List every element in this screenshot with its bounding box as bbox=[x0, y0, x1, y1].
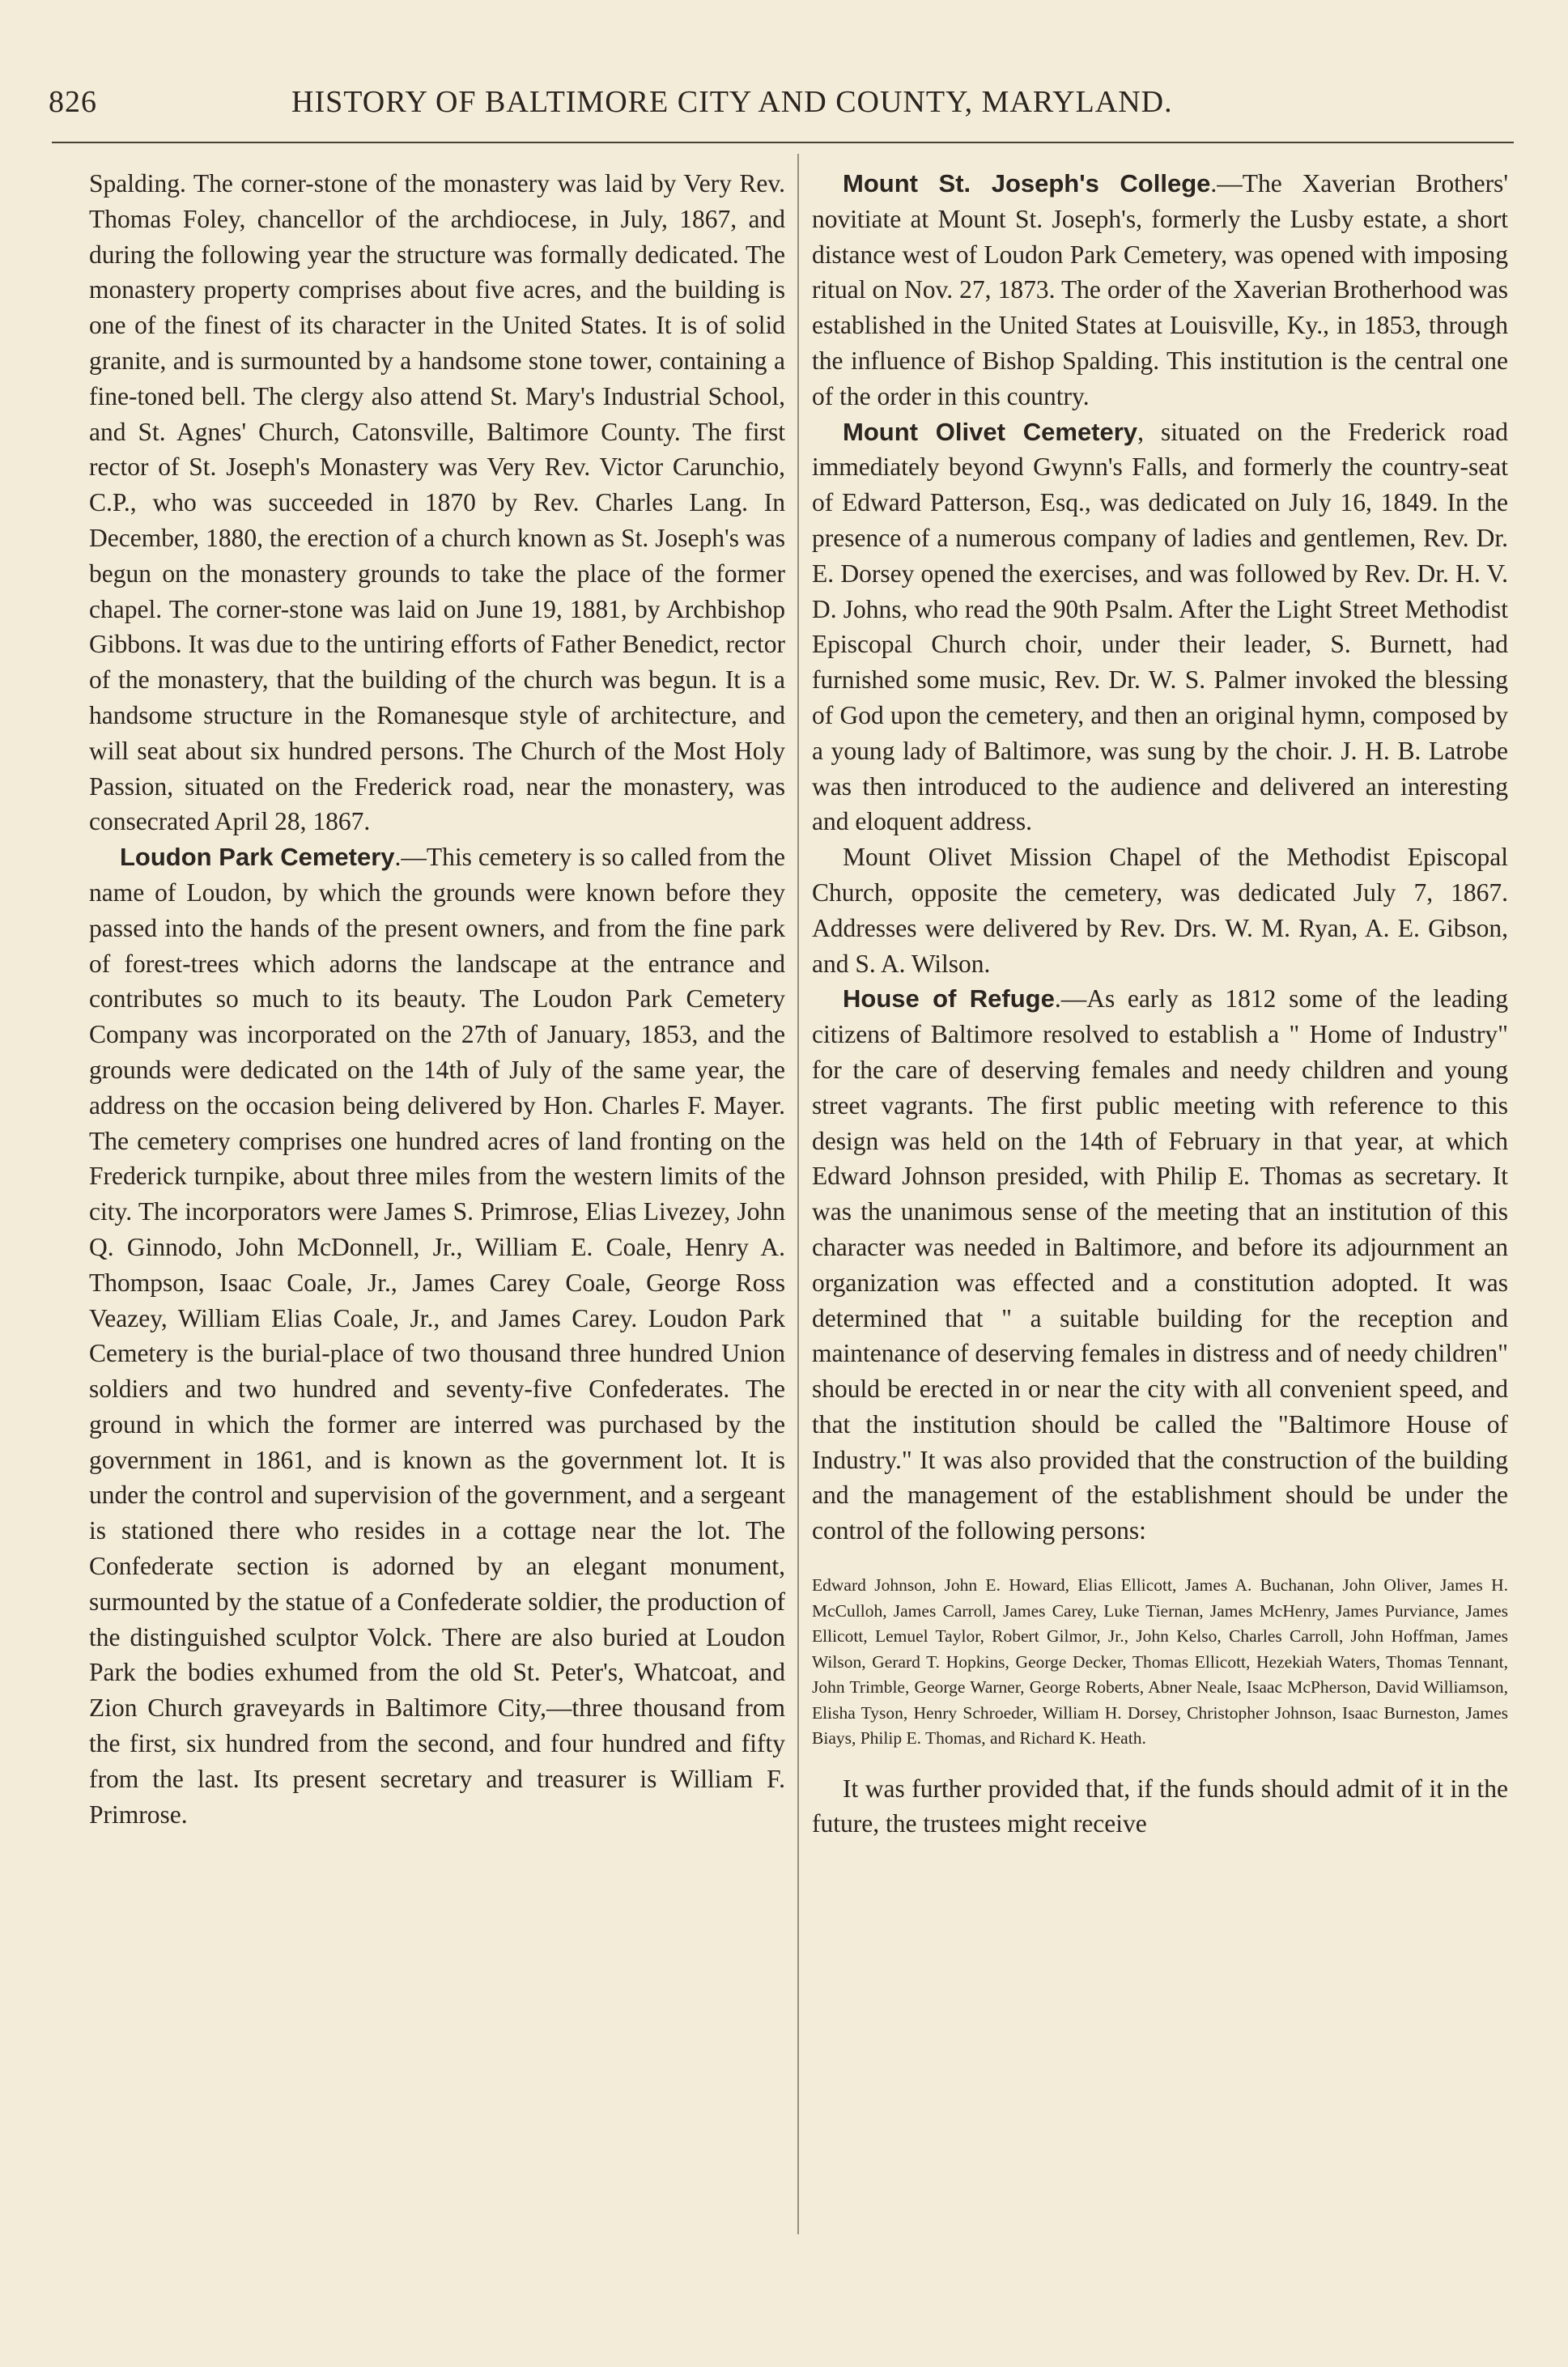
paragraph-st-joseph-monastery: Spalding. The corner-stone of the monastery was laid by Very Rev. Thomas Foley, chancellor of the archdiocese, in July, 1867, and during the following year the structure was formally dedicated. The monastery property comprises about five acres, and the building is one of the finest of its character in the United States. It is of solid granite, and is surmounted by a handsome stone tower, containing a fine-toned bell. The clergy also attend St. Mary's Industrial School, and St. Agnes' Church, Catonsville, Baltimore County. The first rector of St. Joseph's Monastery was Very Rev. Victor Carunchio, C.P., who was succeeded in 1870 by Rev. Charles Lang. In December, 1880, the erection of a church known as St. Joseph's was begun on the monastery grounds to take the place of the former chapel. The corner-stone was laid on June 19, 1881, by Archbishop Gibbons. It was due to the untiring efforts of Father Benedict, rector of the monastery, that the building of the church was begun. It is a handsome structure in the Romanesque style of architecture, and will seat about six hundred persons. The Church of the Most Holy Passion, situated on the Frederick road, near the monastery, was consecrated April 28, 1867. bbox=[89, 169, 785, 836]
trustee-names-list bbox=[812, 1573, 1508, 1752]
header-rule bbox=[52, 142, 1514, 143]
paragraph-text: .—This cemetery is so called from the name of Loudon, by which the grounds were known before they passed into the hands of the present owners, and from the fine park of forest-trees which adorns the landscape at the entrance and contributes so much to its beauty. The Loudon Park Cemetery Company was incorporated on the 27th of January, 1853, and the grounds were dedicated on the 14th of July of the same year, the address on the occasion being delivered by Hon. Charles F. Mayer. The cemetery comprises one hundred acres of land fronting on the Frederick turnpike, about three miles from the western limits of the city. The incorporators were James S. Primrose, Elias Livezey, John Q. Ginnodo, John McDonnell, Jr., William E. Coale, Henry A. Thompson, Isaac Coale, Jr., James Carey Coale, George Ross Veazey, William Elias Coale, Jr., and James Carey. Loudon Park Cemetery is the burial-place of two thousand three hundred Union soldiers and two hundred and seventy-five Confederates. The ground in which the former are interred was purchased by the government in 1861, and is known as the government lot. It is under the control and supervision of the government, and a sergeant is stationed there who resides in a cottage near the lot. The Confederate section is adorned by an elegant monument, surmounted by the statue of a Confederate soldier, the production of the distinguished sculptor Volck. There are also buried at Loudon Park the bodies exhumed from the old St. Peter's, Whatcoat, and Zion Church graveyards in Baltimore City,—three thousand from the first, six hundred from the second, and four hundred and fifty from the last. Its present secretary and treasurer is William F. Primrose. bbox=[89, 843, 785, 1829]
section-heading-house-of-refuge: House of Refuge bbox=[843, 984, 1055, 1014]
paragraph-text: , situated on the Frederick road immediately beyond Gwynn's Falls, and formerly the country-seat of Edward Patterson, Esq., was dedicated on July 16, 1849. In the presence of a numerous company of ladies and gentlemen, Rev. Dr. E. Dorsey opened the exercises, and was followed by Rev. Dr. H. V. D. Johns, who read the 90th Psalm. After the Light Street Methodist Episcopal Church choir, under their leader, S. Burnett, had furnished some music, Rev. Dr. W. S. Palmer invoked the blessing of God upon the cemetery, and then an original hymn, composed by a young lady of Baltimore, was sung by the choir. J. H. B. Latrobe was then introduced to the audience and delivered an interesting and eloquent address. bbox=[812, 417, 1509, 836]
paragraph-mission-chapel: Mount Olivet Mission Chapel of the Methodist Episcopal Church, opposite the cemetery, was dedicated July 7, 1867. Addresses were delivered by Rev. Drs. W. M. Ryan, A. E. Gibson, and S. A. Wilson. bbox=[812, 843, 1508, 978]
section-heading-mount-st-josephs: Mount St. Joseph's College bbox=[843, 169, 1211, 198]
left-column bbox=[89, 166, 785, 1832]
paragraph-loudon-park bbox=[89, 839, 785, 1832]
paragraph-further-provided: It was further provided that, if the funds should admit of it in the future, the trustees might receive bbox=[812, 1774, 1508, 1838]
column-divider bbox=[797, 154, 799, 2234]
page-number: 826 bbox=[49, 85, 97, 119]
paragraph-house-of-refuge bbox=[812, 981, 1508, 1549]
paragraph-text: .—As early as 1812 some of the leading citizens of Baltimore resolved to establish a " Home of Industry" for the care of deserving females and needy children and young street vagrants. The first public meeting with reference to this design was held on the 14th of February in that year, at which Edward Johnson presided, with Philip E. Thomas as secretary. It was the unanimous sense of the meeting that an institution of this character was needed in Baltimore, and before its adjournment an organization was effected and a constitution adopted. It was determined that " a suitable building for the reception and maintenance of deserving females in distress and of needy children" should be erected in or near the city with all convenient speed, and that the institution should be called the "Baltimore House of Industry." It was also provided that the construction of the building and the management of the establishment should be under the control of the following persons: bbox=[812, 984, 1508, 1545]
paragraph-text: .—The Xaverian Brothers' novitiate at Mount St. Joseph's, formerly the Lusby estate, a short distance west of Loudon Park Cemetery, was opened with imposing ritual on Nov. 27, 1873. The order of the Xaverian Brotherhood was established in the United States at Louisville, Ky., in 1853, through the influence of Bishop Spalding. This institution is the central one of the order in this country. bbox=[812, 169, 1508, 410]
section-heading-loudon-park: Loudon Park Cemetery bbox=[120, 843, 395, 872]
section-heading-mount-olivet: Mount Olivet Cemetery bbox=[843, 417, 1138, 446]
names-text: Edward Johnson, John E. Howard, Elias Ellicott, James A. Buchanan, John Oliver, James H. McCulloh, James Carroll, James Carey, Luke Tiernan, James McHenry, James Purviance, James Ellicott, Lemuel Taylor, Robert Gilmor, Jr., John Kelso, Charles Carroll, John Hoffman, James Wilson, Gerard T. Hopkins, George Decker, Thomas Ellicott, Hezekiah Waters, Thomas Tennant, John Trimble, George Warner, George Roberts, Abner Neale, Isaac McPherson, David Williamson, Elisha Tyson, Henry Schroeder, William H. Dorsey, Christopher Johnson, Isaac Burneston, James Biays, Philip E. Thomas, and Richard K. Heath. bbox=[812, 1575, 1508, 1749]
right-column bbox=[812, 166, 1508, 1842]
running-title: HISTORY OF BALTIMORE CITY AND COUNTY, MARYLAND. bbox=[291, 85, 1173, 119]
paragraph-mount-olivet bbox=[812, 414, 1508, 840]
paragraph-mount-st-josephs bbox=[812, 166, 1508, 414]
